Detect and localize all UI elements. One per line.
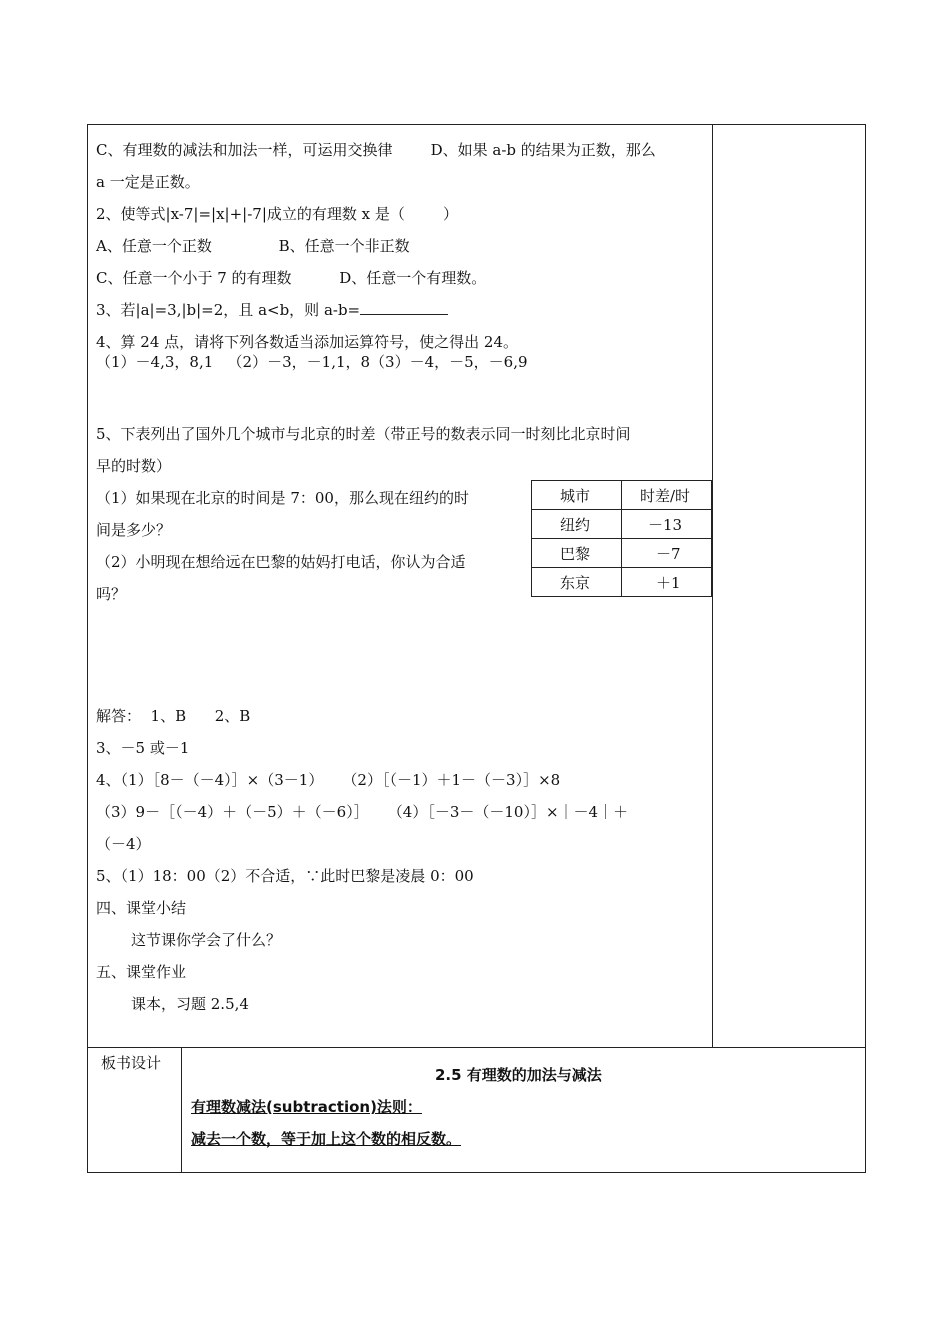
table-row (532, 568, 712, 597)
answer-5: 5、（1）18：00（2）不合适，∵此时巴黎是凌晨 0：00 (96, 867, 474, 885)
question-5-line-1: 5、下表列出了国外几个城市与北京的时差（带正号的数表示同一时刻比北京时间 (96, 425, 631, 443)
answer-1-2: 解答： 1、B 2、B (96, 707, 251, 725)
question-2: 2、使等式|x-7|=|x|+|-7|成立的有理数 x 是（ ） (96, 205, 459, 223)
table-header-offset: 时差/时 (622, 481, 712, 510)
question-5-line-2: 早的时数） (96, 457, 172, 475)
question-4-items: （1）－4,3，8,1 （2）－3，－1,1，8（3）－4，－5，－6,9 (96, 353, 528, 371)
table-cell-offset: －13 (622, 510, 712, 539)
homework-heading: 五、课堂作业 (96, 963, 187, 981)
answer-4-line-2: （3）9－［（－4）＋（－5）＋（－6）］ （4）［－3－（－10）］×｜－4｜＋ (96, 803, 629, 821)
question-2-options-cd: C、任意一个小于 7 的有理数 D、任意一个有理数。 (96, 269, 487, 287)
question-5-sub-2-cont: 吗？ (96, 585, 127, 603)
table-cell-city: 纽约 (532, 510, 622, 539)
table-cell-offset: ＋1 (622, 568, 712, 597)
table-cell-city: 巴黎 (532, 539, 622, 568)
question-4: 4、算 24 点，请将下列各数适当添加运算符号，使之得出 24。 (96, 333, 519, 351)
question-1-option-d-continued: a 一定是正数。 (96, 173, 200, 191)
summary-heading: 四、课堂小结 (96, 899, 187, 917)
answer-4-line-1: 4、（1）［8－（－4）］×（3－1） （2）［（－1）＋1－（－3）］×8 (96, 771, 561, 789)
question-5-sub-2: （2）小明现在想给远在巴黎的姑妈打电话，你认为合适 (96, 553, 466, 571)
board-design-label: 板书设计 (101, 1054, 162, 1072)
question-5-sub-1-cont: 间是多少？ (96, 521, 172, 539)
question-1-option-c: C、有理数的减法和加法一样，可运用交换律 D、如果 a-b 的结果为正数，那么 (96, 141, 656, 159)
table-header-row (532, 481, 712, 510)
question-3-text: 3、若|a|=3,|b|=2，且 a<b，则 a-b= (96, 301, 361, 319)
summary-text: 这节课你学会了什么？ (131, 931, 282, 949)
table-cell-city: 东京 (532, 568, 622, 597)
table-cell-offset: －7 (622, 539, 712, 568)
question-2-options-ab: A、任意一个正数 B、任意一个非正数 (96, 237, 410, 255)
table-header-city: 城市 (532, 481, 622, 510)
question-3 (96, 300, 448, 320)
board-column-divider (181, 1047, 182, 1173)
column-divider (712, 124, 713, 1047)
homework-text: 课本，习题 2.5,4 (131, 995, 249, 1013)
answer-4-line-3: （－4） (96, 835, 151, 853)
row-divider (87, 1047, 866, 1048)
table-row (532, 510, 712, 539)
answer-3: 3、－5 或－1 (96, 739, 190, 757)
answer-blank (360, 300, 448, 315)
board-rule-text: 减去一个数，等于加上这个数的相反数。 (191, 1130, 462, 1148)
table-row (532, 539, 712, 568)
board-title: 2.5 有理数的加法与减法 (435, 1066, 602, 1084)
board-rule-title: 有理数减法(subtraction)法则： (191, 1098, 422, 1116)
timezone-table (531, 480, 712, 597)
question-5-sub-1: （1）如果现在北京的时间是 7：00，那么现在纽约的时 (96, 489, 469, 507)
